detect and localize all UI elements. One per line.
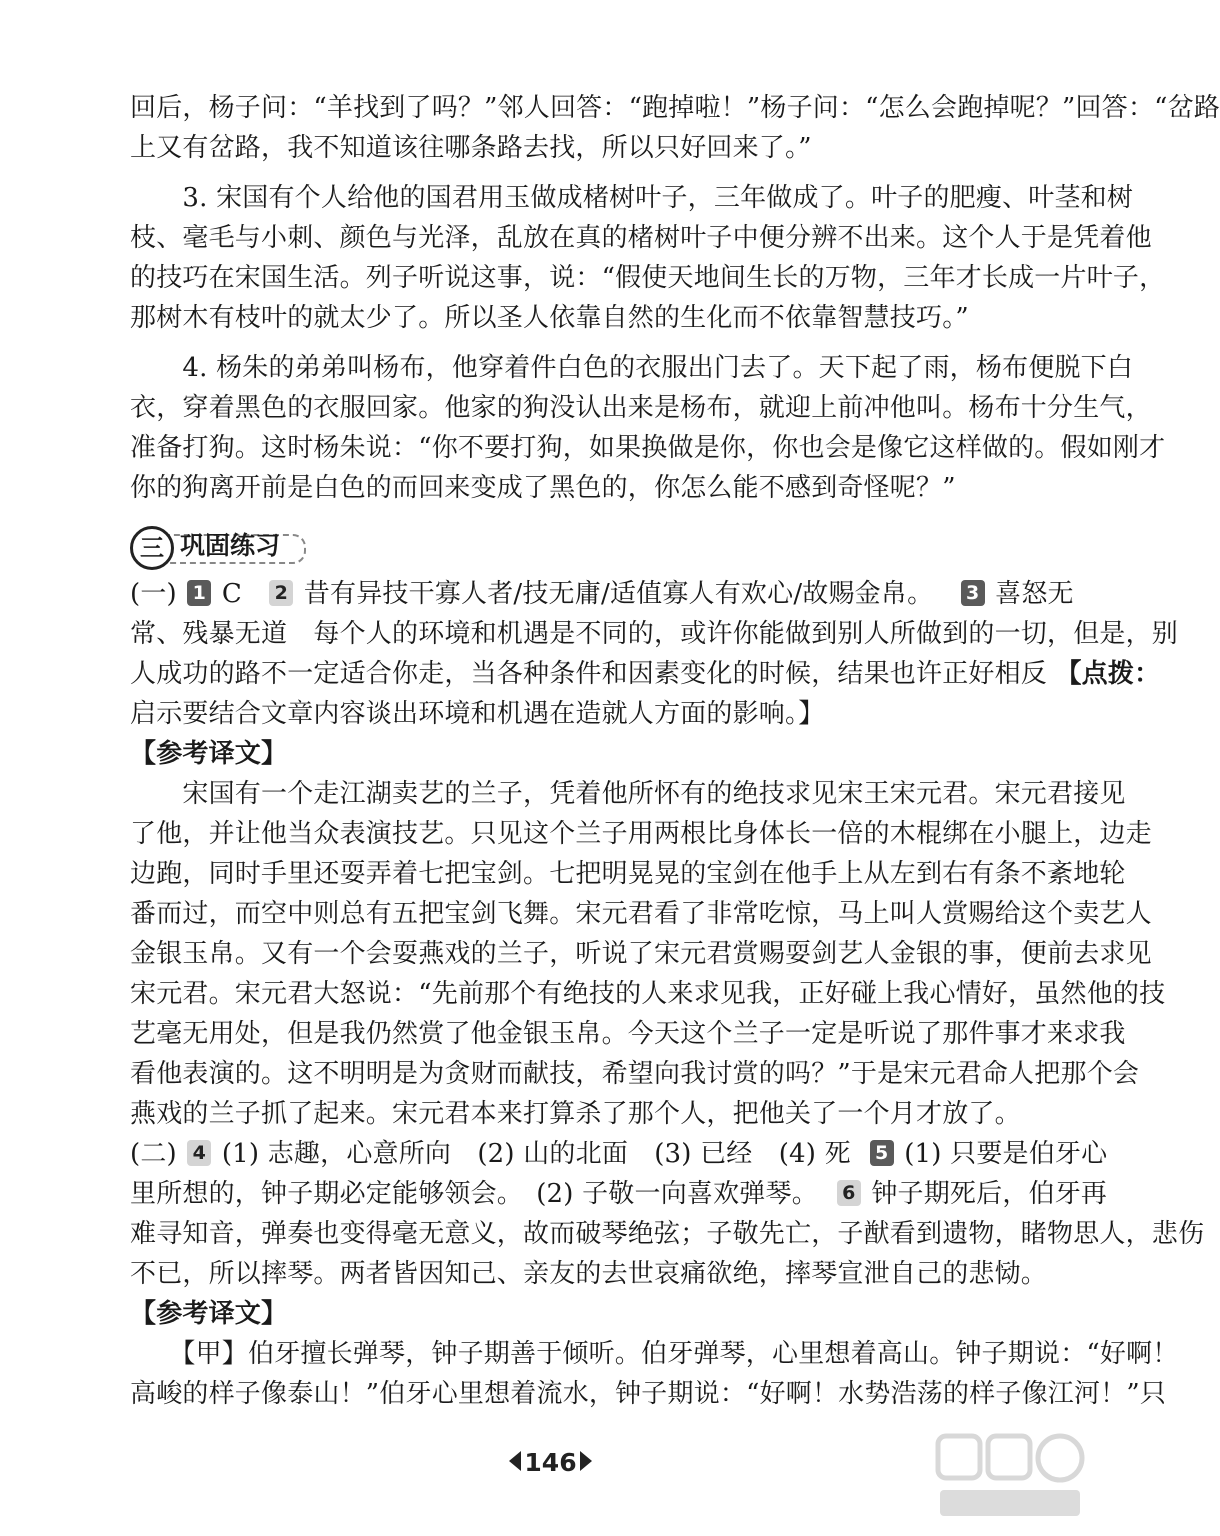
reference-label: 【参考译文】 xyxy=(130,739,288,769)
reference-label: 【参考译文】 xyxy=(130,1299,288,1329)
reference-line: 宋国有一个走江湖卖艺的兰子，凭着他所怀有的绝技求见宋王宋元君。宋元君接见 xyxy=(130,779,1126,809)
answer-line: 常、残暴无道 每个人的环境和机遇是不同的，或许你能做到别人所做到的一切，但是，别 xyxy=(130,619,1179,649)
text-line: 回后，杨子问：“羊找到了吗？”邻人回答：“跑掉啦！”杨子问：“怎么会跑掉呢？”回答：“岔路 xyxy=(130,93,1220,123)
text-line: 你的狗离开前是白色的而回来变成了黑色的，你怎么能不感到奇怪呢？” xyxy=(130,473,956,503)
question-number-1: 1 xyxy=(187,580,211,606)
text-line: 准备打狗。这时杨朱说：“你不要打狗，如果换做是你，你也会是像它这样做的。假如刚才 xyxy=(130,433,1166,463)
section-number: 三 xyxy=(130,526,174,570)
reference-line: 宋元君。宋元君大怒说：“先前那个有绝技的人来求见我，正好碰上我心情好，虽然他的技 xyxy=(130,979,1166,1009)
answer-line xyxy=(130,654,1161,694)
answer-line xyxy=(130,1134,1108,1174)
section-title: 巩固练习 xyxy=(180,531,281,560)
answer-5-start: (1) 只要是伯牙心 xyxy=(904,1139,1108,1169)
text-line: 那树木有枝叶的就太少了。所以圣人依靠自然的生化而不依靠智慧技巧。” xyxy=(130,303,969,333)
answer-2: 昔有异技干寡人者/技无庸/适值寡人有欢心/故赐金帛。 xyxy=(303,579,934,609)
text-line: 3. 宋国有个人给他的国君用玉做成楮树叶子，三年做成了。叶子的肥瘦、叶茎和树 xyxy=(130,183,1134,213)
answer-4: (1) 志趣，心意所向 (2) 山的北面 (3) 已经 (4) 死 xyxy=(221,1139,851,1169)
tip-label: 【点拨： xyxy=(1055,659,1161,689)
answer-line xyxy=(130,574,1074,614)
reference-line: 了他，并让他当众表演技艺。只见这个兰子用两根比身体长一倍的木棍绑在小腿上，边走 xyxy=(130,819,1152,849)
text-line: 的技巧在宋国生活。列子听说这事，说：“假使天地间生长的万物，三年才长成一片叶子， xyxy=(130,263,1166,293)
section-heading xyxy=(130,522,1010,568)
question-number-4: 4 xyxy=(187,1140,211,1166)
text-line: 4. 杨朱的弟弟叫杨布，他穿着件白色的衣服出门去了。天下起了雨，杨布便脱下白 xyxy=(130,353,1134,383)
answer-1: C xyxy=(221,579,242,609)
reference-line: 金银玉帛。又有一个会耍燕戏的兰子，听说了宋元君赏赐耍剑艺人金银的事，便前去求见 xyxy=(130,939,1152,969)
answer-text: 人成功的路不一定适合你走，当各种条件和因素变化的时候，结果也许正好相反 xyxy=(130,659,1048,689)
reference-line: 燕戏的兰子抓了起来。宋元君本来打算杀了那个人，把他关了一个月才放了。 xyxy=(130,1099,1021,1129)
page-content xyxy=(130,88,1220,1414)
text-line: 枝、毫毛与小刺、颜色与光泽，乱放在真的楮树叶子中便分辨不出来。这个人于是凭着他 xyxy=(130,223,1152,253)
reference-line: 边跑，同时手里还耍弄着七把宝剑。七把明晃晃的宝剑在他手上从左到右有条不紊地轮 xyxy=(130,859,1126,889)
page-number-value: 146 xyxy=(524,1448,577,1477)
question-number-6: 6 xyxy=(837,1180,861,1206)
answer-line: 启示要结合文章内容谈出环境和机遇在造就人方面的影响。】 xyxy=(130,699,825,729)
reference-line: 【甲】伯牙擅长弹琴，钟子期善于倾听。伯牙弹琴，心里想着高山。钟子期说：“好啊！ xyxy=(130,1339,1179,1369)
part-prefix: (一) xyxy=(130,579,177,609)
part-prefix: (二) xyxy=(130,1139,177,1169)
watermark-logo xyxy=(930,1428,1090,1528)
left-triangle-icon xyxy=(509,1451,521,1471)
right-triangle-icon xyxy=(580,1451,592,1471)
answer-6-start: 钟子期死后，伯牙再 xyxy=(871,1179,1108,1209)
question-number-2: 2 xyxy=(269,580,293,606)
answer-line xyxy=(130,1174,1108,1214)
answer-line: 难寻知音，弹奏也变得毫无意义，故而破琴绝弦；子敬先亡，子猷看到遗物，睹物思人，悲伤 xyxy=(130,1219,1205,1249)
question-number-5: 5 xyxy=(870,1140,894,1166)
reference-line: 番而过，而空中则总有五把宝剑飞舞。宋元君看了非常吃惊，马上叫人赏赐给这个卖艺人 xyxy=(130,899,1152,929)
answer-text: 里所想的，钟子期必定能够领会。 (2) 子敬一向喜欢弹琴。 xyxy=(130,1179,818,1209)
reference-line: 高峻的样子像泰山！”伯牙心里想着流水，钟子期说：“好啊！水势浩荡的样子像江河！”只 xyxy=(130,1379,1167,1409)
reference-line: 艺毫无用处，但是我仍然赏了他金银玉帛。今天这个兰子一定是听说了那件事才来求我 xyxy=(130,1019,1126,1049)
text-line: 上又有岔路，我不知道该往哪条路去找，所以只好回来了。” xyxy=(130,133,812,163)
question-number-3: 3 xyxy=(961,580,985,606)
answer-3-start: 喜怒无 xyxy=(995,579,1074,609)
text-line: 衣，穿着黑色的衣服回家。他家的狗没认出来是杨布，就迎上前冲他叫。杨布十分生气， xyxy=(130,393,1152,423)
reference-line: 看他表演的。这不明明是为贪财而献技，希望向我讨赏的吗？”于是宋元君命人把那个会 xyxy=(130,1059,1140,1089)
answer-line: 不已，所以摔琴。两者皆因知己、亲友的去世哀痛欲绝，摔琴宣泄自己的悲恸。 xyxy=(130,1259,1048,1289)
